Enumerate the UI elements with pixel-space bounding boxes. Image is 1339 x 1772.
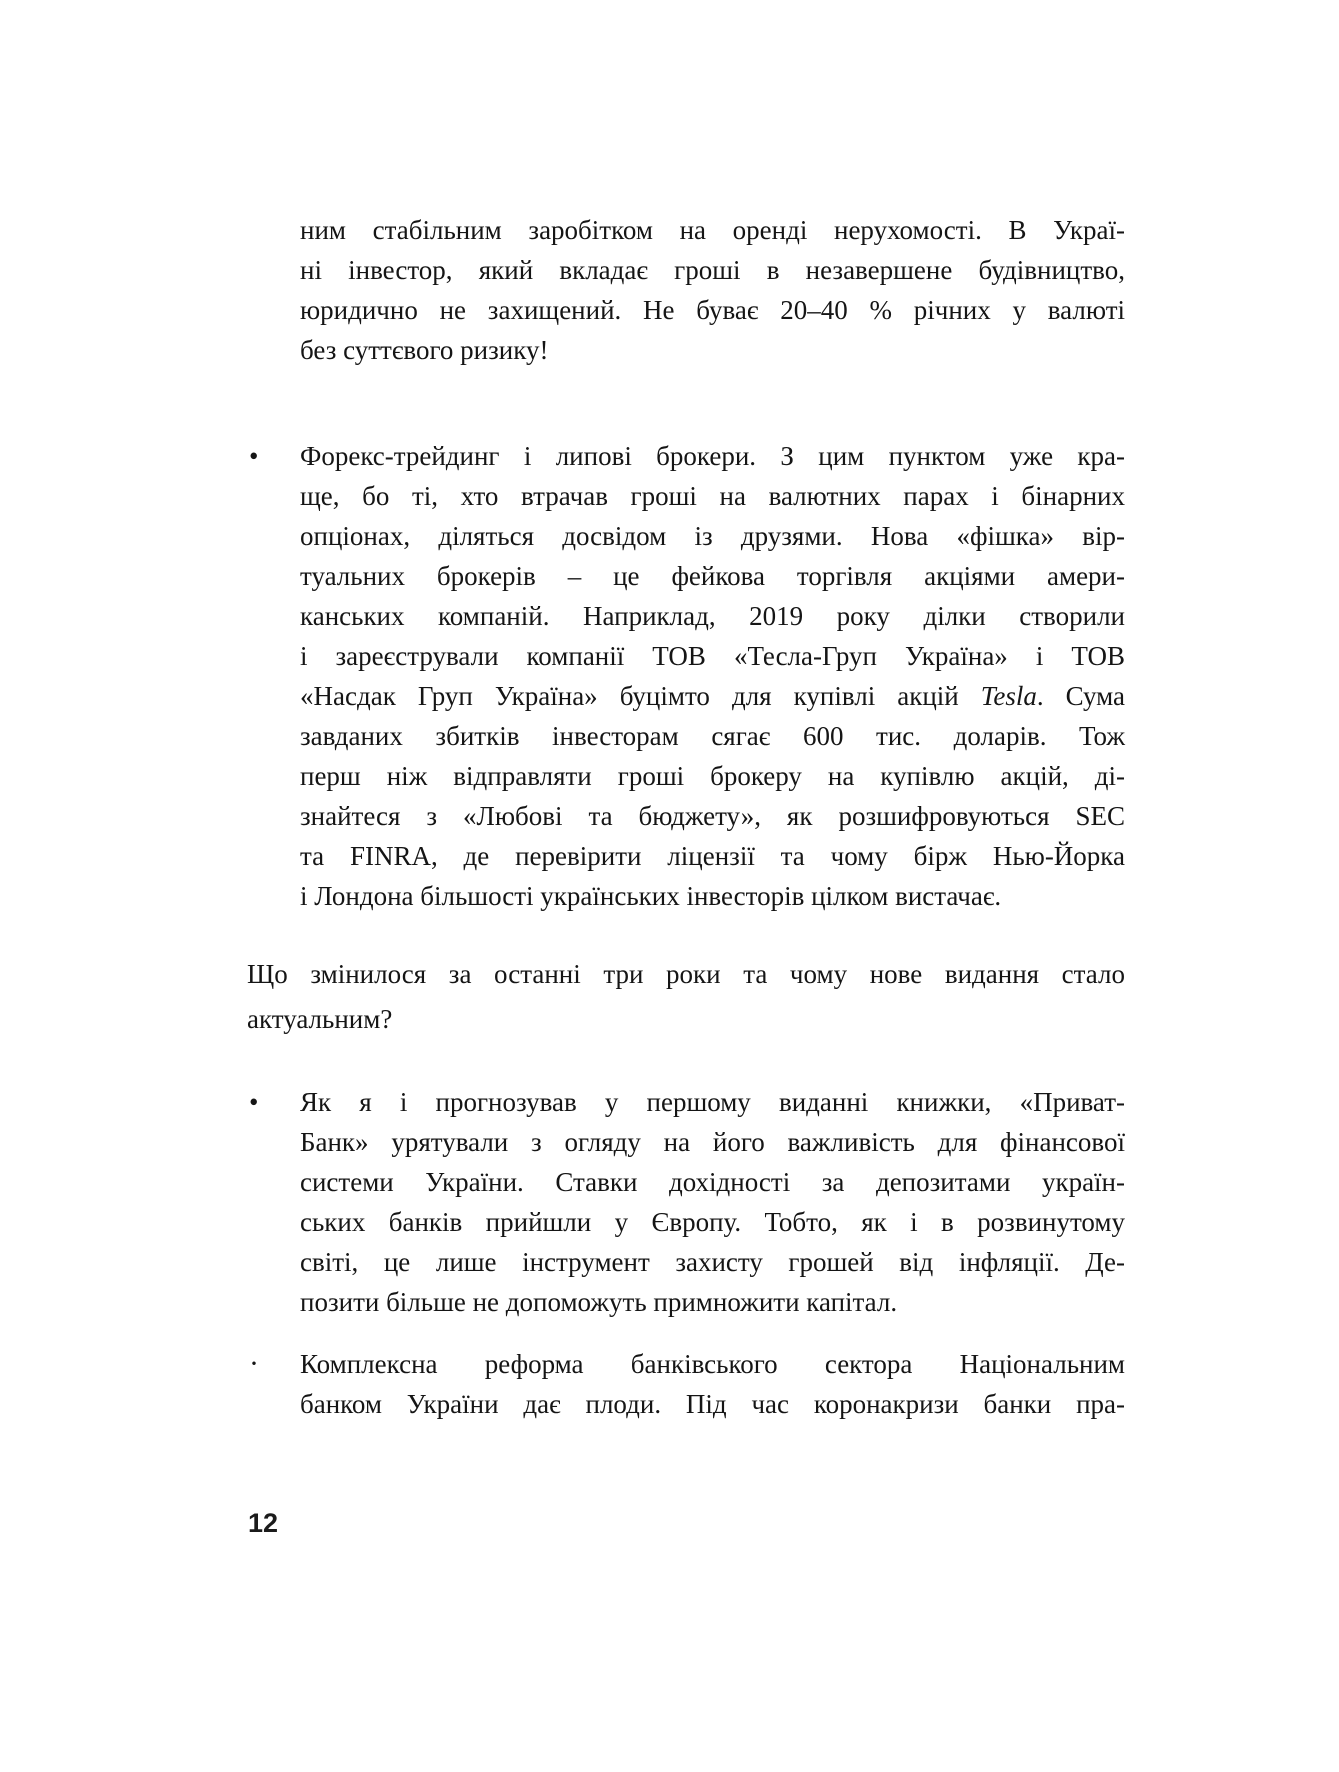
text-line: ним стабільним заробітком на оренді нерухомості. В Украї-: [300, 215, 1125, 245]
text-line: актуальним?: [247, 1004, 393, 1034]
text-column: [247, 210, 1125, 1424]
text-line: без суттєвого ризику!: [300, 335, 549, 365]
text-line: перш ніж відправляти гроші брокеру на купівлю акцій, ді-: [300, 761, 1125, 791]
text-line: Банк» урятували з огляду на його важливість для фінансової: [300, 1127, 1125, 1157]
line-group: [300, 210, 1125, 370]
text-line: Форекс-трейдинг і липові брокери. З цим пунктом уже кра-: [300, 441, 1125, 471]
bullet-marker: •: [249, 1087, 259, 1117]
text-line: Що змінилося за останні три роки та чому нове видання стало: [247, 959, 1125, 989]
text-line: і Лондона більшості українських інвесторів цілком вистачає.: [300, 881, 1002, 911]
text-line: ні інвестор, який вкладає гроші в незавершене будівництво,: [300, 255, 1125, 285]
page-number: 12: [248, 1508, 279, 1538]
text-line: Комплексна реформа банківського сектора Національним: [300, 1349, 1125, 1379]
text-line: ще, бо ті, хто втрачав гроші на валютних парах і бінарних: [300, 481, 1125, 511]
line-group: [247, 952, 1125, 1042]
line-group: [300, 1082, 1125, 1322]
text-line: юридично не захищений. Не буває 20–40 % річних у валюті: [300, 295, 1125, 325]
bullet-item: [247, 1082, 1125, 1322]
text-line: позити більше не допоможуть примножити капітал.: [300, 1287, 898, 1317]
text-line: та FINRA, де перевірити ліцензії та чому бірж Нью-Йорка: [300, 841, 1125, 871]
text-line: банком України дає плоди. Під час коронакризи банки пра-: [300, 1389, 1125, 1419]
section-question: [247, 952, 1125, 1042]
text-line: ських банків прийшли у Європу. Тобто, як і в розвинутому: [300, 1207, 1125, 1237]
text-line: «Насдак Груп Україна» буцімто для купівлі акцій Tesla. Сума: [300, 681, 1125, 711]
text-line: системи України. Ставки дохідності за депозитами україн-: [300, 1167, 1125, 1197]
text-line: завданих збитків інвесторам сягає 600 тис. доларів. Тож: [300, 721, 1125, 751]
bullet-item: [247, 436, 1125, 916]
text-line: туальних брокерів – це фейкова торгівля акціями амери-: [300, 561, 1125, 591]
text-line: і зареєстрували компанії ТОВ «Тесла-Груп Україна» і ТОВ: [300, 641, 1125, 671]
text-line: Як я і прогнозував у першому виданні книжки, «Приват-: [300, 1087, 1125, 1117]
text-line: світі, це лише інструмент захисту грошей від інфляції. Де-: [300, 1247, 1125, 1277]
line-group: [300, 436, 1125, 916]
text-line: канських компаній. Наприклад, 2019 року ділки створили: [300, 601, 1125, 631]
bullet-marker: ·: [249, 1347, 259, 1380]
bullet-item: [247, 1344, 1125, 1424]
bullet-marker: •: [249, 441, 259, 471]
line-group: [300, 1344, 1125, 1424]
text-line: знайтеся з «Любові та бюджету», як розшифровуються SEC: [300, 801, 1125, 831]
body-paragraph: [247, 210, 1125, 370]
text-line: опціонах, діляться досвідом із друзями. Нова «фішка» вір-: [300, 521, 1125, 551]
